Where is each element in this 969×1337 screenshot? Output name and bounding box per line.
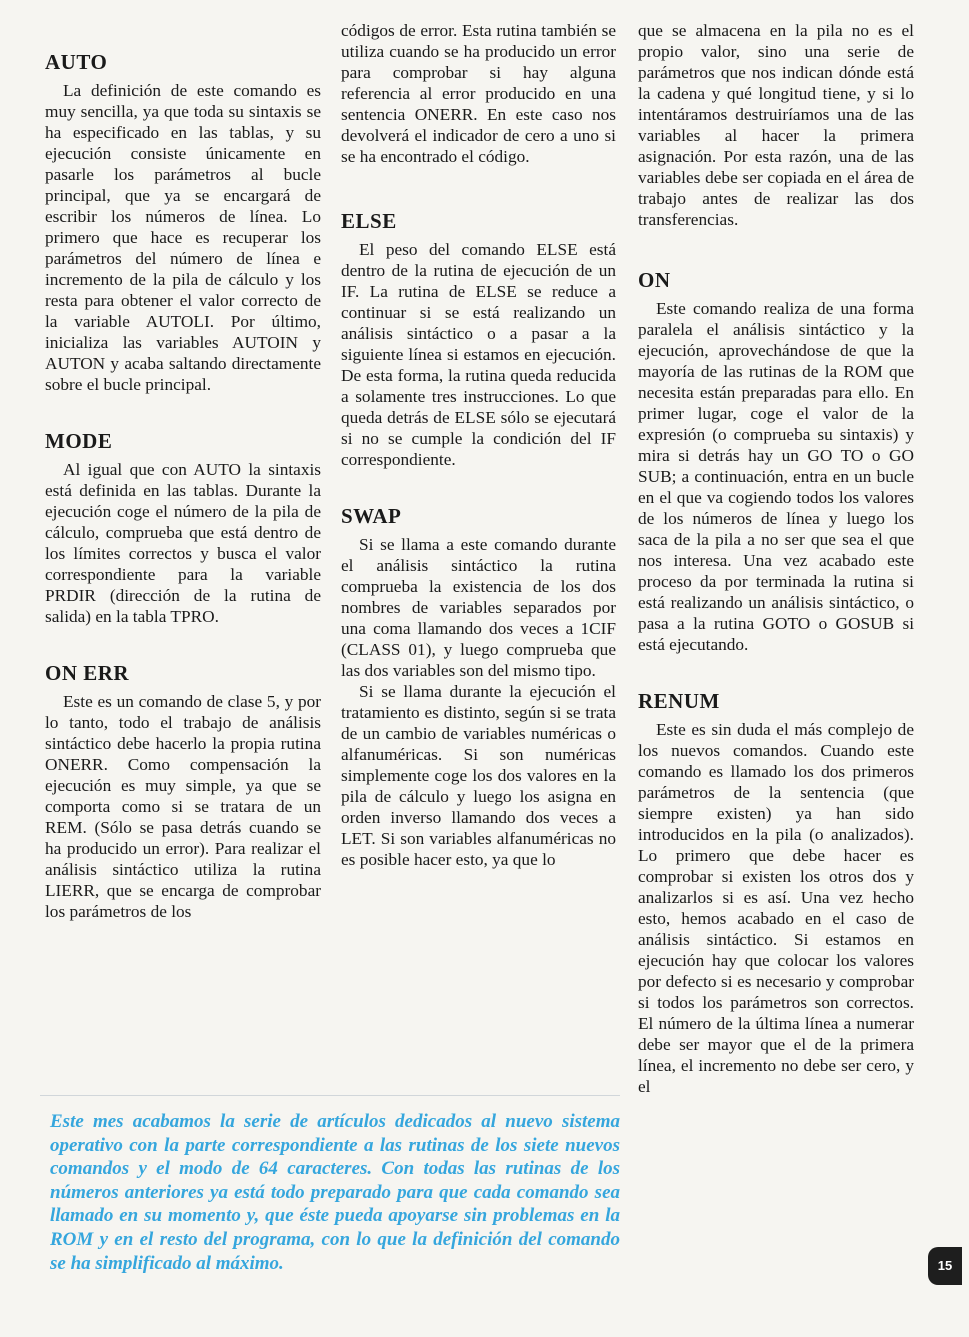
section-title-renum: RENUM bbox=[638, 689, 720, 713]
paragraph-onerr: Este es un comando de clase 5, y por lo tanto, todo el trabajo de análisis sintáctico debe hacerlo la propia rutina ONERR. Como compensación la ejecución es muy simple, ya que se comporta como si se tratara de un REM. (Sólo se pasa detrás cuando se ha producido un error). Para realizar el análisis sintáctico utiliza la rutina LIERR, que se encarga de comprobar los parámetros de los bbox=[45, 692, 321, 921]
paragraph-mode: Al igual que con AUTO la sintaxis está definida en las tablas. Durante la ejecución coge el número de la pila de cálculo, comprueba que está dentro de los límites correctos y busca el valor correspondiente para la variable PRDIR (dirección de la rutina de salida) en la tabla TPRO. bbox=[45, 460, 321, 626]
paragraph-swap-continued: que se almacena en la pila no es el propio valor, sino una serie de parámetros que nos indican dónde está la cadena y qué longitud tiene, y si lo intentáramos destruiríamos una de las variables al hacer la primera asignación. Por esta razón, una de las variables debe ser copiada en el área de trabajo antes de realizar las dos transferencias. bbox=[638, 21, 914, 229]
paragraph-renum: Este es sin duda el más complejo de los nuevos comandos. Cuando este comando es llamado los dos primeros parámetros de la sentencia (que siempre existen) ya han sido introducidos en la pila (o analizados). Lo primero que debe hacer es comprobar si existen los otros dos y analizarlos si es así. Una vez hecho esto, hemos acabado en el caso de análisis sintáctico. Si estamos en ejecución hay que colocar los valores por defecto si es necesario y comprobar si todos los parámetros son correctos. El número de la última línea a numerar debe ser mayor que el de la primera línea, el incremento no debe ser cero, y el bbox=[638, 720, 914, 1096]
paragraph-onerr-continued: códigos de error. Esta rutina también se utiliza cuando se ha producido un error para comprobar si hay alguna referencia al error producido en una sentencia ONERR. En este caso nos devolverá el indicador de cero a uno si se ha encontrado el código. bbox=[341, 21, 616, 166]
section-title-on: ON bbox=[638, 268, 671, 292]
column-1 bbox=[45, 50, 321, 922]
paragraph-on: Este comando realiza de una forma paralela el análisis sintáctico y la ejecución, aprovechándose de que la mayoría de las rutinas de la ROM que necesita están preparadas para ello. En primer lugar, coge el valor de la expresión (o comprueba su sintaxis) y mira si detrás hay un GO TO o GO SUB; a continuación, entra en un bucle en el que va cogiendo todos los valores de los números de línea y luego los saca de la pila a no ser que sea el que nos interesa. Una vez acabado este proceso da por terminada la rutina si está realizando un análisis sintáctico, o pasa a la rutina GOTO o GOSUB si está ejecutando. bbox=[638, 299, 914, 654]
section-title-auto: AUTO bbox=[45, 50, 108, 74]
paragraph-swap-1: Si se llama a este comando durante el análisis sintáctico la rutina comprueba la existencia de los dos nombres de variables separados por una coma llamando dos veces a 1CIF (CLASS 01), y luego comprueba que las dos variables son del mismo tipo. bbox=[341, 535, 616, 680]
column-3 bbox=[638, 20, 914, 1097]
paragraph-swap-2: Si se llama durante la ejecución el tratamiento es distinto, según si se trata de un cambio de variables numéricas o alfanuméricas. Si son numéricas simplemente coge los dos valores en la pila de cálculo y luego los asigna en orden inverso llamando dos veces a LET. Si son variables alfanuméricas no es posible hacer esto, ya que lo bbox=[341, 682, 616, 869]
page-number-tab: 15 bbox=[928, 1247, 962, 1285]
column-2 bbox=[341, 20, 616, 870]
section-title-swap: SWAP bbox=[341, 504, 402, 528]
intro-paragraph: Este mes acabamos la serie de artículos dedicados al nuevo sistema operativo con la parte correspondiente a las rutinas de los siete nuevos comandos y el modo de 64 caracteres. Con todas las rutinas de los números anteriores ya está todo preparado para que cada comando sea llamado en su momento y, que éste pueda apoyarse sin problemas en la ROM y en el resto del programa, con lo que la definición del comando se ha simplificado al máximo. bbox=[50, 1111, 620, 1274]
section-title-else: ELSE bbox=[341, 209, 397, 233]
section-title-onerr: ON ERR bbox=[45, 661, 130, 685]
paragraph-auto: La definición de este comando es muy sencilla, ya que toda su sintaxis se ha especificado en las tablas, y su ejecución consiste únicamente en pasarle los parámetros al bucle principal, que ya se encargará de escribir los números de línea. Lo primero que hace es recuperar los parámetros del número de línea e incremento de la pila de cálculo y los resta para obtener el valor correcto de la variable AUTOLI. Por último, inicializa las variables AUTOIN y AUTON y acaba saltando directamente sobre el bucle principal. bbox=[45, 81, 321, 394]
paragraph-else: El peso del comando ELSE está dentro de la rutina de ejecución de un IF. La rutina de ELSE se reduce a continuar si se está realizando un análisis sintáctico o a pasar a la siguiente línea si estamos en ejecución. De esta forma, la rutina queda reducida a solamente tres instrucciones. Lo que queda detrás de ELSE sólo se ejecutará si no se cumple la condición del IF correspondiente. bbox=[341, 240, 616, 469]
section-title-mode: MODE bbox=[45, 429, 113, 453]
intro-divider bbox=[40, 1095, 620, 1096]
